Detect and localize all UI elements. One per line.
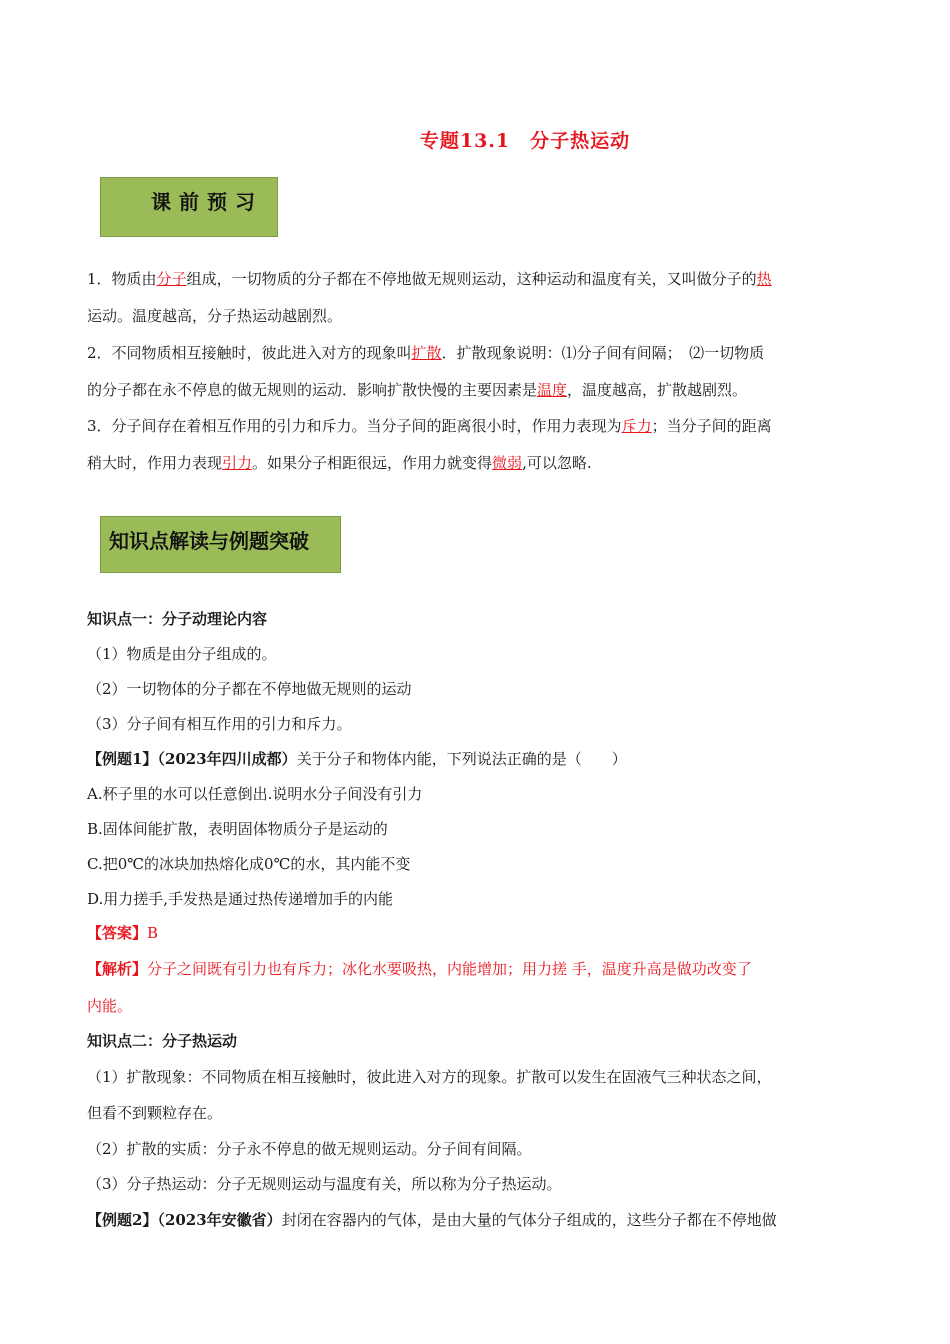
section-knowledge: 知识点解读与例题突破 xyxy=(100,516,341,573)
answer-blank: 扩散 xyxy=(411,344,442,362)
kp1-item: （2）一切物体的分子都在不停地做无规则的运动 xyxy=(87,680,412,698)
option-d: D.用力搓手,手发热是通过热传递增加手的内能 xyxy=(87,890,394,908)
preview-p2-line1: 2．不同物质相互接触时，彼此进入对方的现象叫扩散．扩散现象说明：⑴分子间有间隔； ⑵一切物质 xyxy=(87,344,765,362)
kp2-item: （3）分子热运动：分子无规则运动与温度有关，所以称为分子热运动。 xyxy=(87,1175,562,1193)
preview-p1-line1: 1．物质由分子组成，一切物质的分子都在不停地做无规则运动，这种运动和温度有关，又叫做分子的热 xyxy=(87,270,772,288)
preview-p3-line2: 稍大时，作用力表现引力。如果分子相距很远，作用力就变得微弱,可以忽略. xyxy=(87,454,592,472)
kp2-item: （1）扩散现象：不同物质在相互接触时，彼此进入对方的现象。扩散可以发生在固液气三种状态之间， xyxy=(87,1068,772,1086)
answer1: 【答案】B xyxy=(87,924,159,942)
preview-p1-line2: 运动。温度越高，分子热运动越剧烈。 xyxy=(87,307,343,325)
answer-blank: 热 xyxy=(756,270,772,288)
example2: 【例题2】（2023年安徽省）封闭在容器内的气体，是由大量的气体分子组成的，这些分子都在不停地做 xyxy=(87,1211,777,1229)
answer-blank: 温度 xyxy=(537,381,568,399)
answer-blank: 微弱 xyxy=(492,454,523,472)
answer-blank: 斥力 xyxy=(621,417,652,435)
page-title: 专题13.1 分子热运动 xyxy=(419,130,631,152)
option-a: A.杯子里的水可以任意倒出.说明水分子间没有引力 xyxy=(87,785,423,803)
example1: 【例题1】（2023年四川成都）关于分子和物体内能，下列说法正确的是（ ） xyxy=(87,750,627,768)
kp1-item: （1）物质是由分子组成的。 xyxy=(87,645,277,663)
section-preview: 课前预习 xyxy=(100,177,278,237)
preview-p3-line1: 3．分子间存在着相互作用的引力和斥力。当分子间的距离很小时，作用力表现为斥力；当分子间的距离 xyxy=(87,417,772,435)
kp1-item: （3）分子间有相互作用的引力和斥力。 xyxy=(87,715,352,733)
kp1-heading: 知识点一：分子动理论内容 xyxy=(87,610,268,628)
kp2-item: 但看不到颗粒存在。 xyxy=(87,1104,223,1122)
answer-blank: 分子 xyxy=(156,270,187,288)
option-c: C.把0℃的冰块加热熔化成0℃的水，其内能不变 xyxy=(87,855,411,873)
option-b: B.固体间能扩散，表明固体物质分子是运动的 xyxy=(87,820,388,838)
kp2-item: （2）扩散的实质：分子永不停息的做无规则运动。分子间有间隔。 xyxy=(87,1140,532,1158)
kp2-heading: 知识点二：分子热运动 xyxy=(87,1032,238,1050)
preview-p2-line2: 的分子都在永不停息的做无规则的运动．影响扩散快慢的主要因素是温度，温度越高，扩散越剧烈。 xyxy=(87,381,748,399)
example2-label: 【例题2】（2023年安徽省） xyxy=(87,1211,282,1229)
analysis1-line1: 【解析】分子之间既有引力也有斥力；冰化水要吸热，内能增加；用力搓 手，温度升高是做功改变了 xyxy=(87,960,752,978)
answer-blank: 引力 xyxy=(222,454,253,472)
example1-label: 【例题1】（2023年四川成都） xyxy=(87,750,297,768)
analysis1-line2: 内能。 xyxy=(87,997,133,1015)
